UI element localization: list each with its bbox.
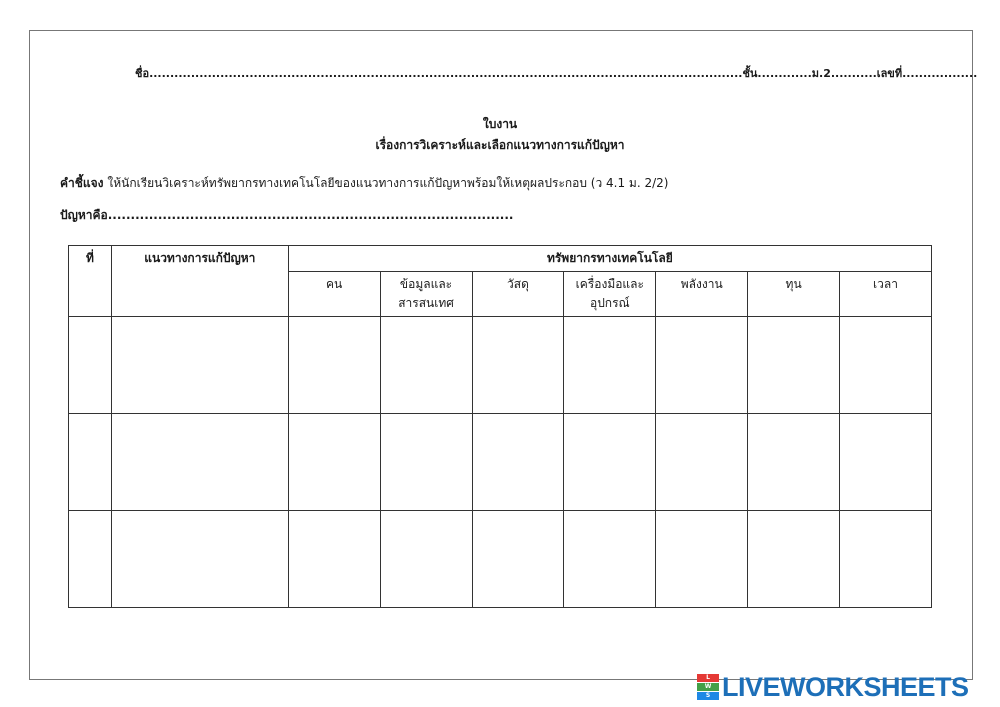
table-row (69, 317, 932, 414)
logo-block-s: S (697, 692, 719, 700)
cell-capital[interactable] (748, 414, 840, 511)
header-resource-people: คน (288, 272, 380, 317)
header-resource-materials: วัสดุ (472, 272, 564, 317)
instruction (60, 174, 668, 193)
cell-solution[interactable] (111, 317, 288, 414)
cell-no[interactable] (69, 511, 112, 608)
cell-capital[interactable] (748, 317, 840, 414)
header-solution: แนวทางการแก้ปัญหา (111, 246, 288, 317)
cell-solution[interactable] (111, 511, 288, 608)
cell-tools[interactable] (564, 511, 656, 608)
worksheet-title: ใบงาน (482, 117, 518, 131)
cell-time[interactable] (840, 414, 932, 511)
liveworksheets-icon (697, 674, 719, 701)
instruction-text: ให้นักเรียนวิเคราะห์ทรัพยากรทางเทคโนโลยีของแนวทางการแก้ปัญหาพร้อมให้เหตุผลประกอบ (ว 4.1 ม. 2/2) (103, 176, 669, 190)
cell-energy[interactable] (656, 317, 748, 414)
cell-people[interactable] (288, 511, 380, 608)
logo-block-l: L (697, 674, 719, 682)
liveworksheets-wordmark: LIVEWORKSHEETS (722, 671, 969, 702)
problem-line: ปัญหาคือ......................................................................................... (60, 208, 514, 222)
cell-no[interactable] (69, 414, 112, 511)
cell-time[interactable] (840, 317, 932, 414)
cell-materials[interactable] (472, 414, 564, 511)
cell-people[interactable] (288, 317, 380, 414)
cell-time[interactable] (840, 511, 932, 608)
logo-block-w: W (697, 683, 719, 691)
cell-energy[interactable] (656, 414, 748, 511)
analysis-table (68, 245, 932, 608)
cell-materials[interactable] (472, 511, 564, 608)
header-resource-information: ข้อมูลและ สารสนเทศ (380, 272, 472, 317)
cell-tools[interactable] (564, 414, 656, 511)
cell-people[interactable] (288, 414, 380, 511)
cell-tools[interactable] (564, 317, 656, 414)
cell-information[interactable] (380, 414, 472, 511)
cell-energy[interactable] (656, 511, 748, 608)
table-row (69, 414, 932, 511)
worksheet-subtitle: เรื่องการวิเคราะห์และเลือกแนวทางการแก้ปัญหา (375, 138, 625, 152)
header-resources-group: ทรัพยากรทางเทคโนโลยี (288, 246, 931, 272)
header-resource-time: เวลา (840, 272, 932, 317)
student-info-line: ชื่อ..............................................................................................................................................ชั้น.............ม.2...........เลขที่.................. (135, 67, 978, 80)
cell-materials[interactable] (472, 317, 564, 414)
cell-information[interactable] (380, 317, 472, 414)
cell-no[interactable] (69, 317, 112, 414)
header-resource-capital: ทุน (748, 272, 840, 317)
table-row (69, 511, 932, 608)
cell-solution[interactable] (111, 414, 288, 511)
instruction-label: คำชี้แจง (60, 176, 104, 190)
liveworksheets-logo (697, 671, 969, 703)
header-no: ที่ (69, 246, 112, 317)
cell-information[interactable] (380, 511, 472, 608)
header-resource-energy: พลังงาน (656, 272, 748, 317)
cell-capital[interactable] (748, 511, 840, 608)
header-resource-tools: เครื่องมือและ อุปกรณ์ (564, 272, 656, 317)
